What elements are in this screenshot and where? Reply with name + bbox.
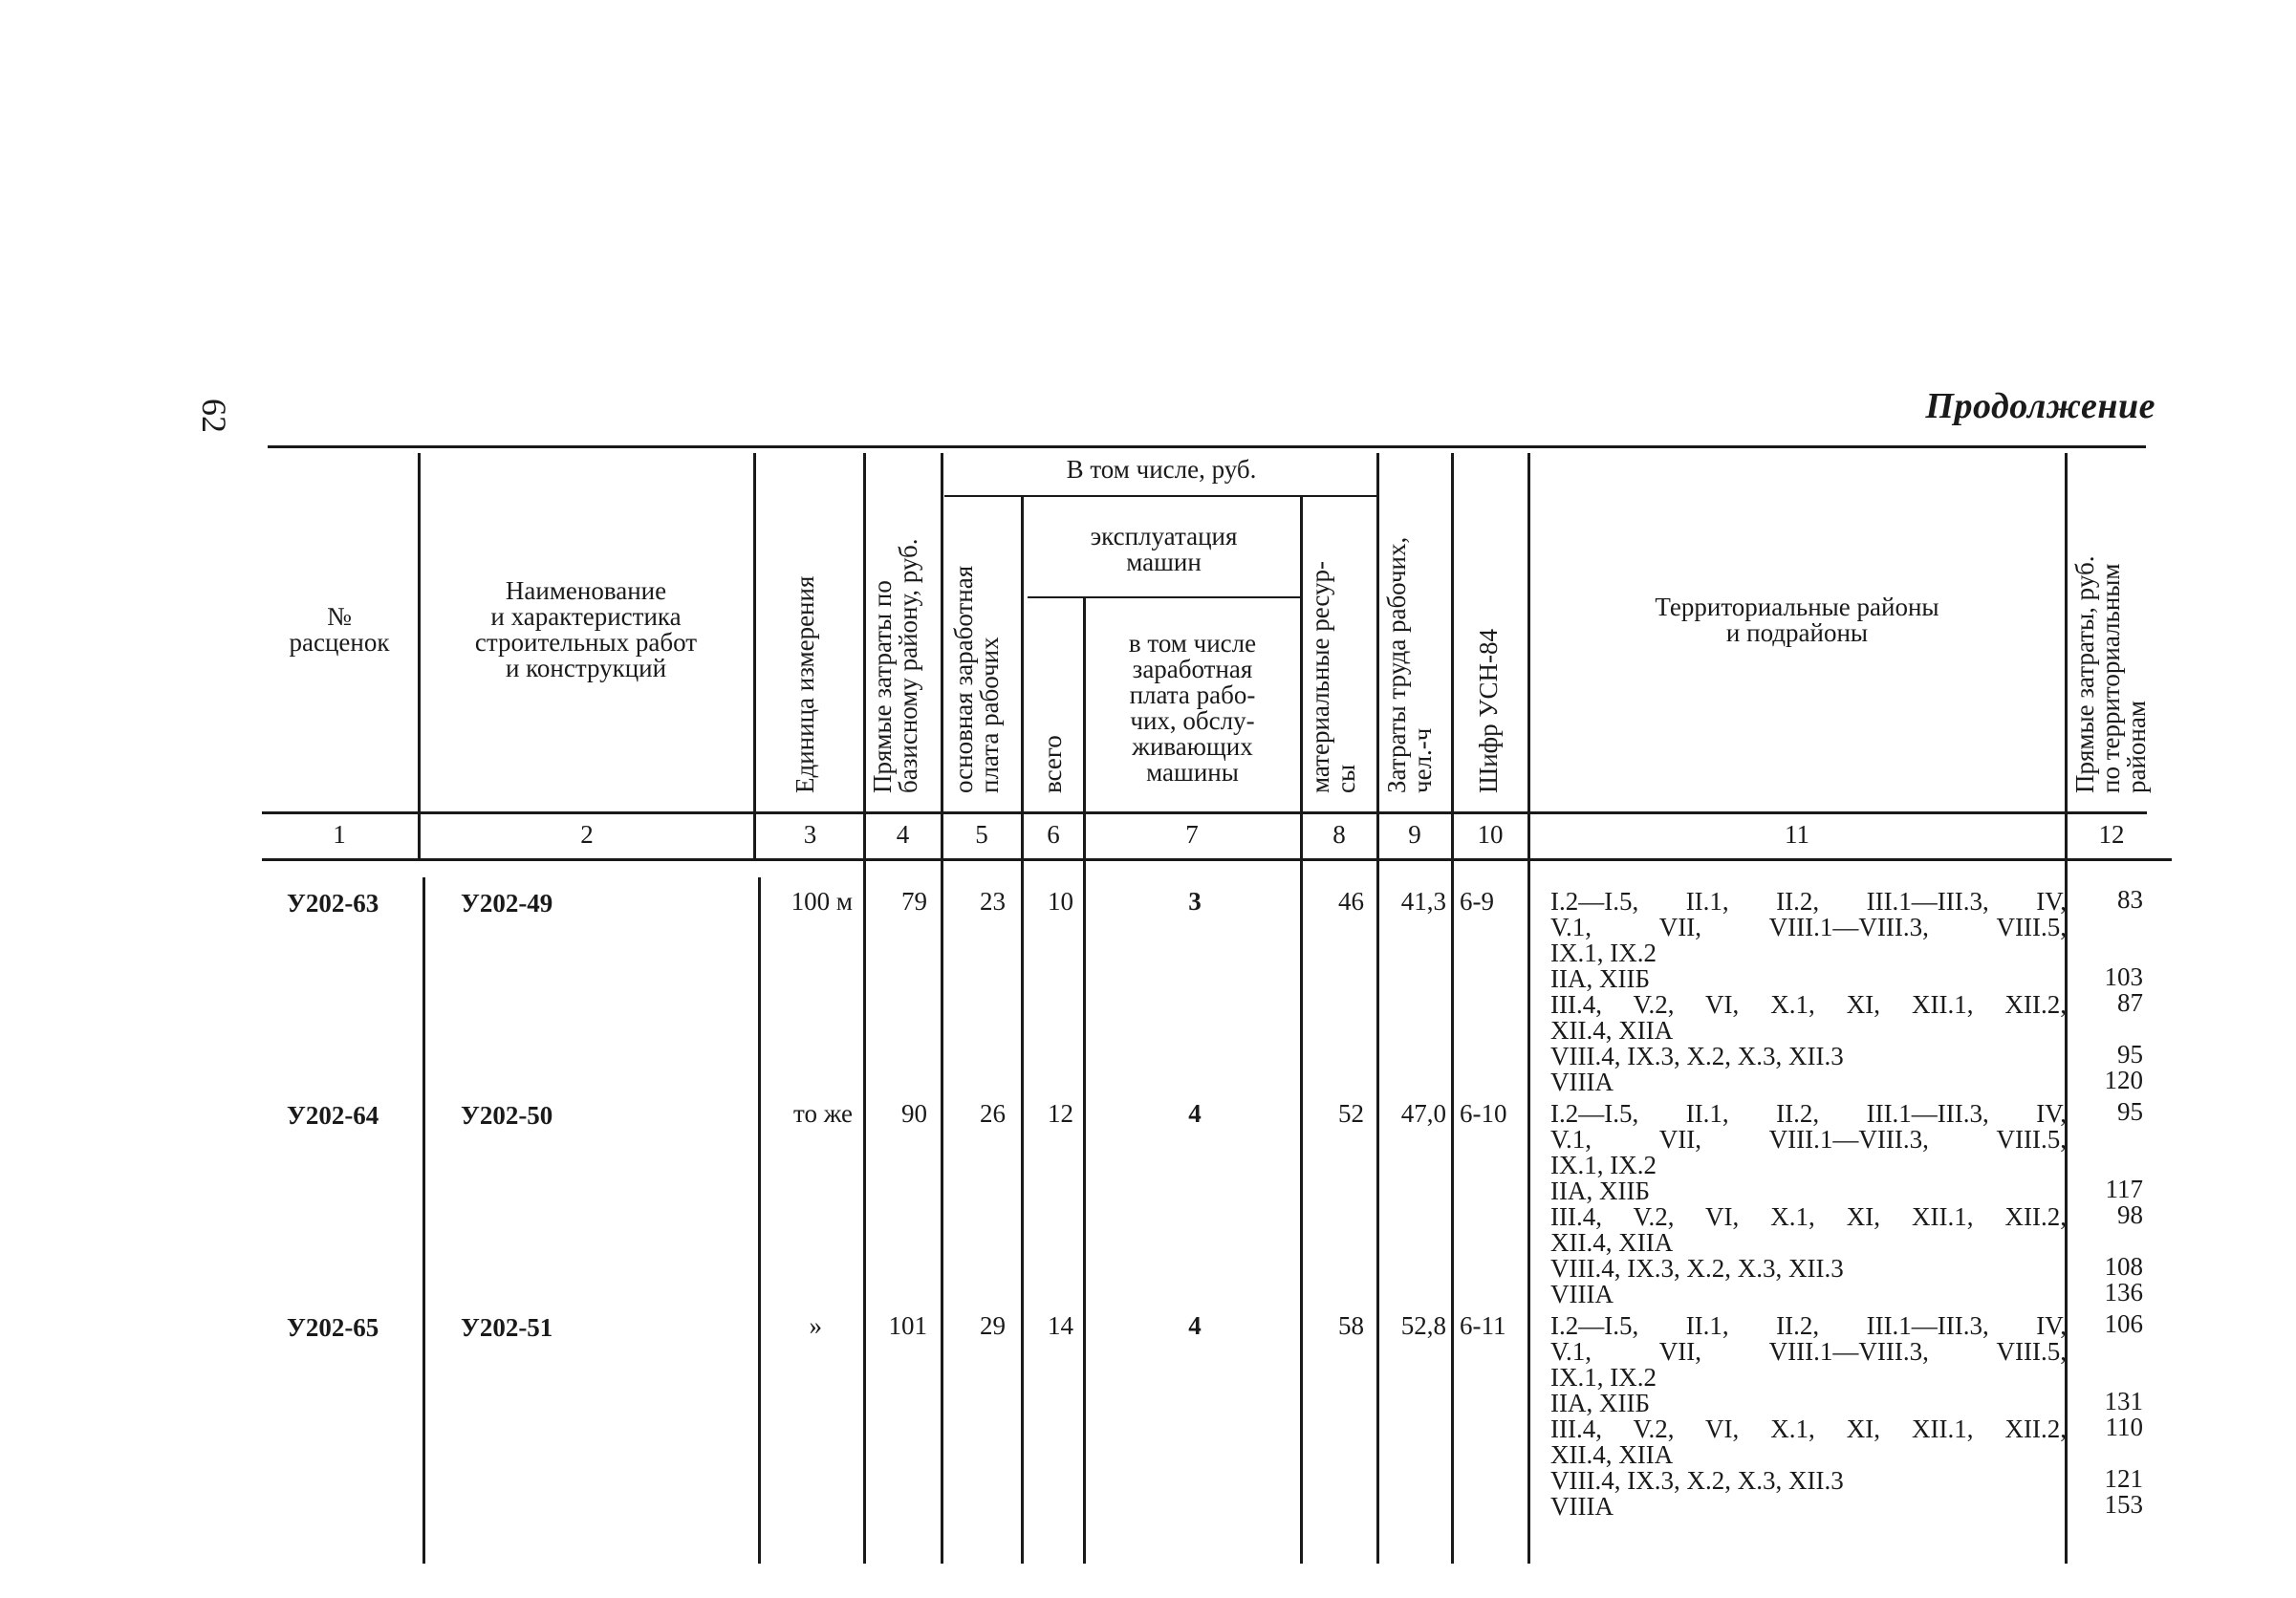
regional-price [2076,1125,2143,1151]
region-line: VIIIA [1550,1492,1614,1521]
regional-price: 103 [2104,962,2143,991]
rate-code: У202-65 [287,1313,379,1342]
region-line: VIIIA [1550,1280,1614,1308]
direct-cost: 90 [901,1099,927,1128]
region-line: IIA, XIIБ [1550,964,1650,993]
base-wages: 26 [980,1099,1006,1128]
col-rule-7 [1300,497,1303,1564]
materials: 46 [1338,887,1364,916]
territorial-regions [1550,1313,2067,1520]
materials: 52 [1338,1099,1364,1128]
unit: 100 м [791,887,853,916]
regional-price: 98 [2117,1200,2143,1229]
regional-price [2076,1016,2143,1042]
unit: » [809,1311,822,1340]
labor-cost: 41,3 [1400,887,1446,916]
rate-code: У202-63 [287,889,379,918]
machines-wages: 4 [1188,1311,1202,1340]
column-number: 5 [975,820,988,849]
regional-price: 136 [2104,1278,2143,1306]
page-number: 62 [195,399,233,433]
header-base-wages: основная заработная плата рабочих [949,565,1004,793]
col-rule-4 [941,453,943,1564]
continuation-label: Продолжение [1925,386,2155,426]
regional-price: 131 [2104,1387,2143,1415]
header-regions: Территориальные районы и подрайоны [1655,593,1939,647]
regional-prices [2076,1311,2143,1518]
col-rule-1b [422,877,425,1564]
base-wages: 29 [980,1311,1006,1340]
col-rule-6 [1083,598,1086,1564]
regional-price: 108 [2104,1252,2143,1281]
regional-prices [2076,1099,2143,1306]
col-rule-3 [863,453,866,1564]
regional-price [2076,1151,2143,1177]
header-machines: эксплуатация машин [1090,522,1238,576]
regional-price: 153 [2104,1490,2143,1519]
region-line: VIII.4, IX.3, X.2, X.3, XII.3 [1550,1042,1844,1070]
base-code: У202-50 [461,1101,553,1130]
usn-cipher: 6-9 [1460,887,1494,916]
header-work-name: Наименование и характеристика строительных работ и конструкций [474,576,698,682]
region-line: V.1, VII, VIII.1—VIII.3, VIII.5, [1550,1125,2067,1154]
territorial-regions [1550,889,2067,1095]
col-rule-10 [1527,453,1530,1564]
regional-price [2076,1363,2143,1389]
header-cipher: Шифр УСН-84 [1474,628,1503,793]
region-line: IX.1, IX.2 [1550,1363,1657,1392]
header-direct-costs: Прямые затраты по базисному району, руб. [868,538,922,793]
machines-wages: 3 [1188,887,1202,916]
machines-wages: 4 [1188,1099,1202,1128]
region-line: IIA, XIIБ [1550,1177,1650,1205]
region-line: IX.1, IX.2 [1550,939,1657,967]
region-line: III.4, V.2, VI, X.1, XI, XII.1, XII.2, [1550,1414,2067,1443]
regional-price: 120 [2104,1066,2143,1094]
regional-price: 87 [2117,988,2143,1017]
region-line: V.1, VII, VIII.1—VIII.3, VIII.5, [1550,1337,2067,1366]
regional-price: 106 [2104,1309,2143,1338]
regional-price: 83 [2117,885,2143,914]
region-line: I.2—I.5, II.1, II.2, III.1—III.3, IV, [1550,887,2067,916]
region-line: XII.4, XIIA [1550,1016,1674,1045]
colnum-bottom-rule [262,858,2172,861]
col-rule-8 [1376,453,1379,1564]
column-number: 10 [1477,820,1504,849]
col-rule-2b [758,877,761,1564]
column-number: 2 [580,820,594,849]
labor-cost: 47,0 [1400,1099,1446,1128]
region-line: IIA, XIIБ [1550,1389,1650,1417]
header-group-including: В том числе, руб. [1066,455,1257,484]
region-line: VIII.4, IX.3, X.2, X.3, XII.3 [1550,1466,1844,1495]
col-rule-1 [418,453,421,859]
base-code: У202-49 [461,889,553,918]
column-number: 7 [1185,820,1199,849]
regional-prices [2076,887,2143,1093]
territorial-regions [1550,1101,2067,1307]
column-number: 12 [2098,820,2125,849]
region-line: I.2—I.5, II.1, II.2, III.1—III.3, IV, [1550,1311,2067,1340]
group-rule [944,495,1376,497]
region-line: XII.4, XIIA [1550,1440,1674,1469]
usn-cipher: 6-11 [1460,1311,1506,1340]
column-number: 4 [896,820,910,849]
header-bottom-rule [262,811,2147,814]
header-machines-total: всего [1038,735,1067,793]
column-number: 9 [1408,820,1421,849]
col-rule-5 [1021,497,1024,1564]
region-line: VIIIA [1550,1068,1614,1096]
machines-rule [1028,596,1300,598]
column-number: 1 [333,820,346,849]
col-rule-9 [1451,453,1454,1564]
region-line: III.4, V.2, VI, X.1, XI, XII.1, XII.2, [1550,1202,2067,1231]
usn-cipher: 6-10 [1460,1099,1507,1128]
regional-price: 95 [2117,1040,2143,1069]
column-number: 8 [1332,820,1346,849]
regional-price: 110 [2105,1413,2143,1441]
machines-total: 14 [1048,1311,1073,1340]
labor-cost: 52,8 [1400,1311,1446,1340]
regional-price: 121 [2104,1464,2143,1493]
machines-total: 12 [1048,1099,1073,1128]
header-regional-costs: Прямые затраты, руб. по территориальным районам [2070,555,2151,793]
regional-price: 95 [2117,1097,2143,1126]
region-line: XII.4, XIIA [1550,1228,1674,1257]
regional-price [2076,939,2143,964]
region-line: VIII.4, IX.3, X.2, X.3, XII.3 [1550,1254,1844,1283]
base-wages: 23 [980,887,1006,916]
header-labor: Затраты труда рабочих, чел.-ч [1382,536,1437,793]
unit: то же [793,1099,853,1128]
materials: 58 [1338,1311,1364,1340]
header-materials: материальные ресур- сы [1306,560,1360,793]
region-line: IX.1, IX.2 [1550,1151,1657,1179]
machines-total: 10 [1048,887,1073,916]
region-line: III.4, V.2, VI, X.1, XI, XII.1, XII.2, [1550,990,2067,1019]
header-unit: Единица измерения [791,575,819,793]
rate-code: У202-64 [287,1101,379,1130]
region-line: V.1, VII, VIII.1—VIII.3, VIII.5, [1550,913,2067,941]
column-number: 11 [1785,820,1809,849]
regional-price: 117 [2105,1175,2143,1203]
regional-price [2076,1337,2143,1363]
direct-cost: 79 [901,887,927,916]
col-rule-2 [753,453,756,859]
regional-price [2076,913,2143,939]
table-top-rule [268,445,2146,448]
direct-cost: 101 [888,1311,927,1340]
header-rate-number: № расценок [289,602,390,657]
header-machines-wages: в том числе заработная плата рабо- чих, обслу- живающих машины [1128,629,1257,787]
column-number: 3 [803,820,817,849]
column-number: 6 [1047,820,1060,849]
regional-price [2076,1440,2143,1466]
base-code: У202-51 [461,1313,553,1342]
regional-price [2076,1228,2143,1254]
region-line: I.2—I.5, II.1, II.2, III.1—III.3, IV, [1550,1099,2067,1128]
